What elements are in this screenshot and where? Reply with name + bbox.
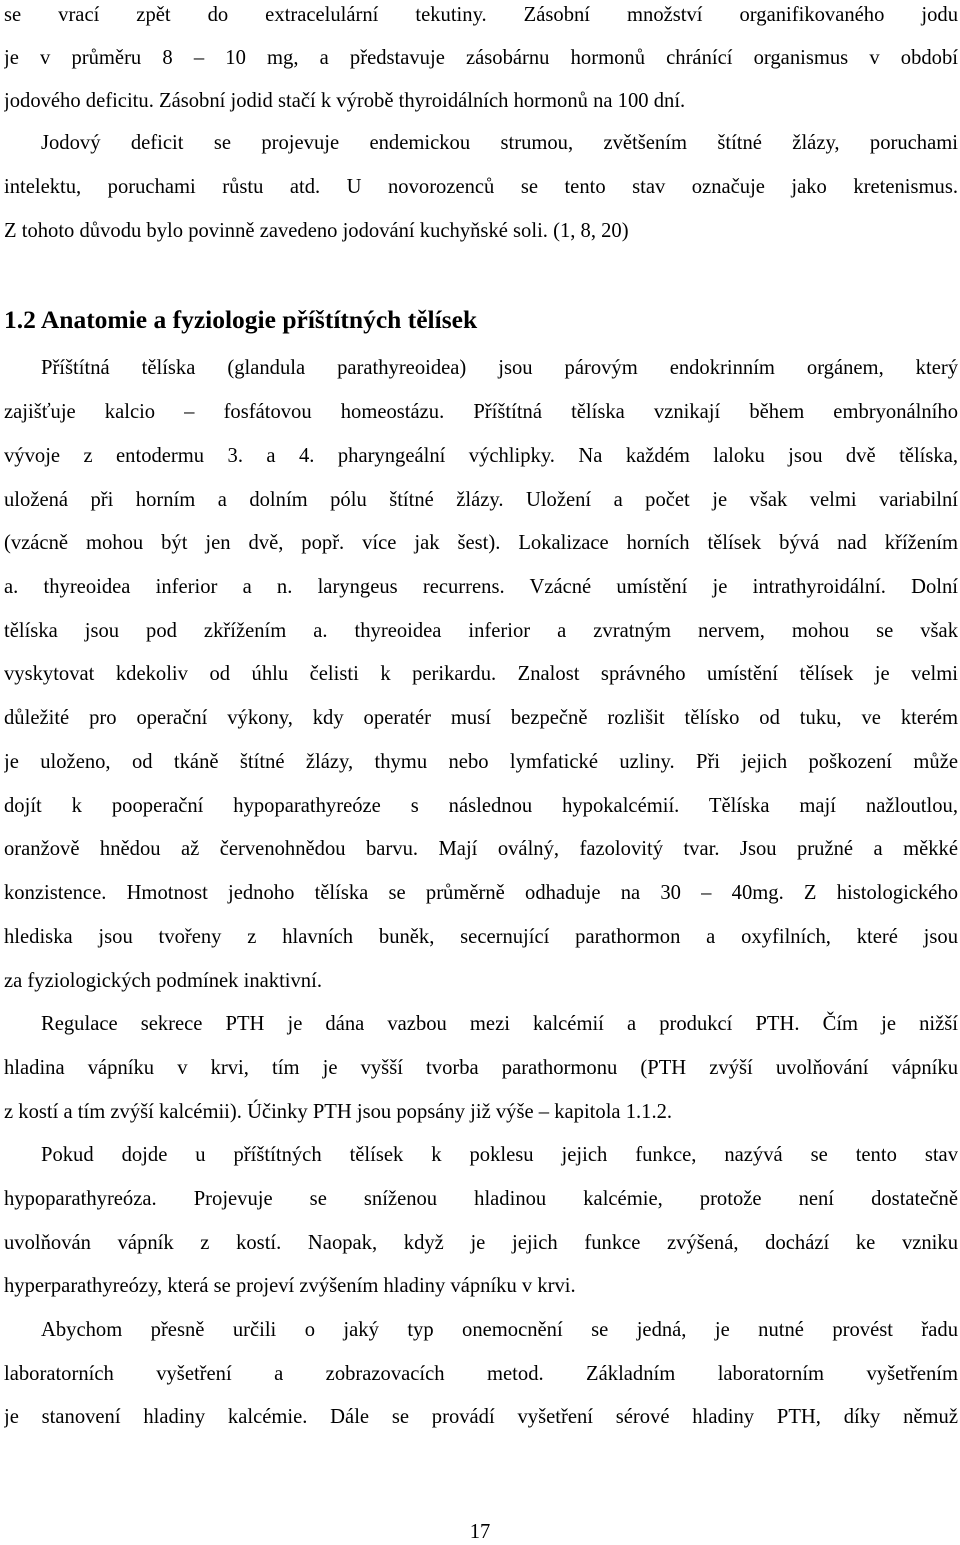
text-line: oranžově hnědou až červenohnědou barvu. Mají oválný, fazolovitý tvar. Jsou pružné a měkké [4, 838, 958, 860]
text-line: konzistence. Hmotnost jednoho tělíska se průměrně odhaduje na 30 – 40mg. Z histologického [4, 882, 958, 904]
text-line: Jodový deficit se projevuje endemickou strumou, zvětšením štítné žlázy, poruchami [41, 132, 958, 154]
text-line: Abychom přesně určili o jaký typ onemocnění se jedná, je nutné provést řadu [41, 1319, 958, 1341]
text-line: vývoje z entodermu 3. a 4. pharyngeální výchlipky. Na každém laloku jsou dvě tělíska, [4, 445, 958, 467]
text-line: důležité pro operační výkony, kdy operatér musí bezpečně rozlišit tělísko od tuku, ve kterém [4, 707, 958, 729]
text-line: hyperparathyreózy, která se projeví zvýšením hladiny vápníku v krvi. [4, 1275, 576, 1297]
text-line: hypoparathyreóza. Projevuje se sníženou hladinou kalcémie, protože není dostatečně [4, 1188, 958, 1210]
text-line: Regulace sekrece PTH je dána vazbou mezi kalcémií a produkcí PTH. Čím je nižší [41, 1013, 958, 1035]
text-line: je stanovení hladiny kalcémie. Dále se provádí vyšetření sérové hladiny PTH, díky němuž [4, 1406, 958, 1428]
text-line: Příštítná tělíska (glandula parathyreoidea) jsou párovým endokrinním orgánem, který [41, 357, 958, 379]
text-line: se vrací zpět do extracelulární tekutiny. Zásobní množství organifikovaného jodu [4, 4, 958, 26]
text-line: Pokud dojde u příštítných tělísek k poklesu jejich funkce, nazývá se tento stav [41, 1144, 958, 1166]
text-line: je uloženo, od tkáně štítné žlázy, thymu nebo lymfatické uzliny. Při jejich poškození může [4, 751, 958, 773]
text-line: Z tohoto důvodu bylo povinně zavedeno jodování kuchyňské soli. (1, 8, 20) [4, 220, 629, 242]
section-heading: 1.2 Anatomie a fyziologie příštítných tělísek [4, 305, 478, 334]
text-line: hladina vápníku v krvi, tím je vyšší tvorba parathormonu (PTH zvýší uvolňování vápníku [4, 1057, 958, 1079]
text-line: (vzácně mohou být jen dvě, popř. více jak šest). Lokalizace horních tělísek bývá nad křížením [4, 532, 958, 554]
text-line: uvolňován vápník z kostí. Naopak, když je jejich funkce zvýšená, dochází ke vzniku [4, 1232, 958, 1254]
text-line: vyskytovat kdekoliv od úhlu čelisti k perikardu. Znalost správného umístění tělísek je velmi [4, 663, 958, 685]
text-line: je v průměru 8 – 10 mg, a představuje zásobárnu hormonů chránící organismus v období [4, 47, 958, 69]
text-line: laboratorních vyšetření a zobrazovacích metod. Základním laboratorním vyšetřením [4, 1363, 958, 1385]
text-line: hlediska jsou tvořeny z hlavních buněk, secernující parathormon a oxyfilních, které jsou [4, 926, 958, 948]
text-line: intelektu, poruchami růstu atd. U novorozenců se tento stav označuje jako kretenismus. [4, 176, 958, 198]
text-line: z kostí a tím zvýší kalcémii). Účinky PTH jsou popsány již výše – kapitola 1.1.2. [4, 1101, 673, 1123]
text-line: a. thyreoidea inferior a n. laryngeus recurrens. Vzácné umístění je intrathyroidální. Dolní [4, 576, 958, 598]
text-line: dojít k pooperační hypoparathyreóze s následnou hypokalcémií. Tělíska mají nažloutlou, [4, 795, 958, 817]
text-line: tělíska jsou pod zkřížením a. thyreoidea inferior a zvratným nervem, mohou se však [4, 620, 958, 642]
page-number: 17 [469, 1521, 491, 1543]
text-line: za fyziologických podmínek inaktivní. [4, 970, 322, 992]
text-line: jodového deficitu. Zásobní jodid stačí k výrobě thyroidálních hormonů na 100 dní. [4, 90, 686, 112]
text-line: uložená při horním a dolním pólu štítné žlázy. Uložení a počet je však velmi variabilní [4, 489, 958, 511]
text-line: zajišťuje kalcio – fosfátovou homeostázu. Příštítná tělíska vznikají během embryonálního [4, 401, 958, 423]
